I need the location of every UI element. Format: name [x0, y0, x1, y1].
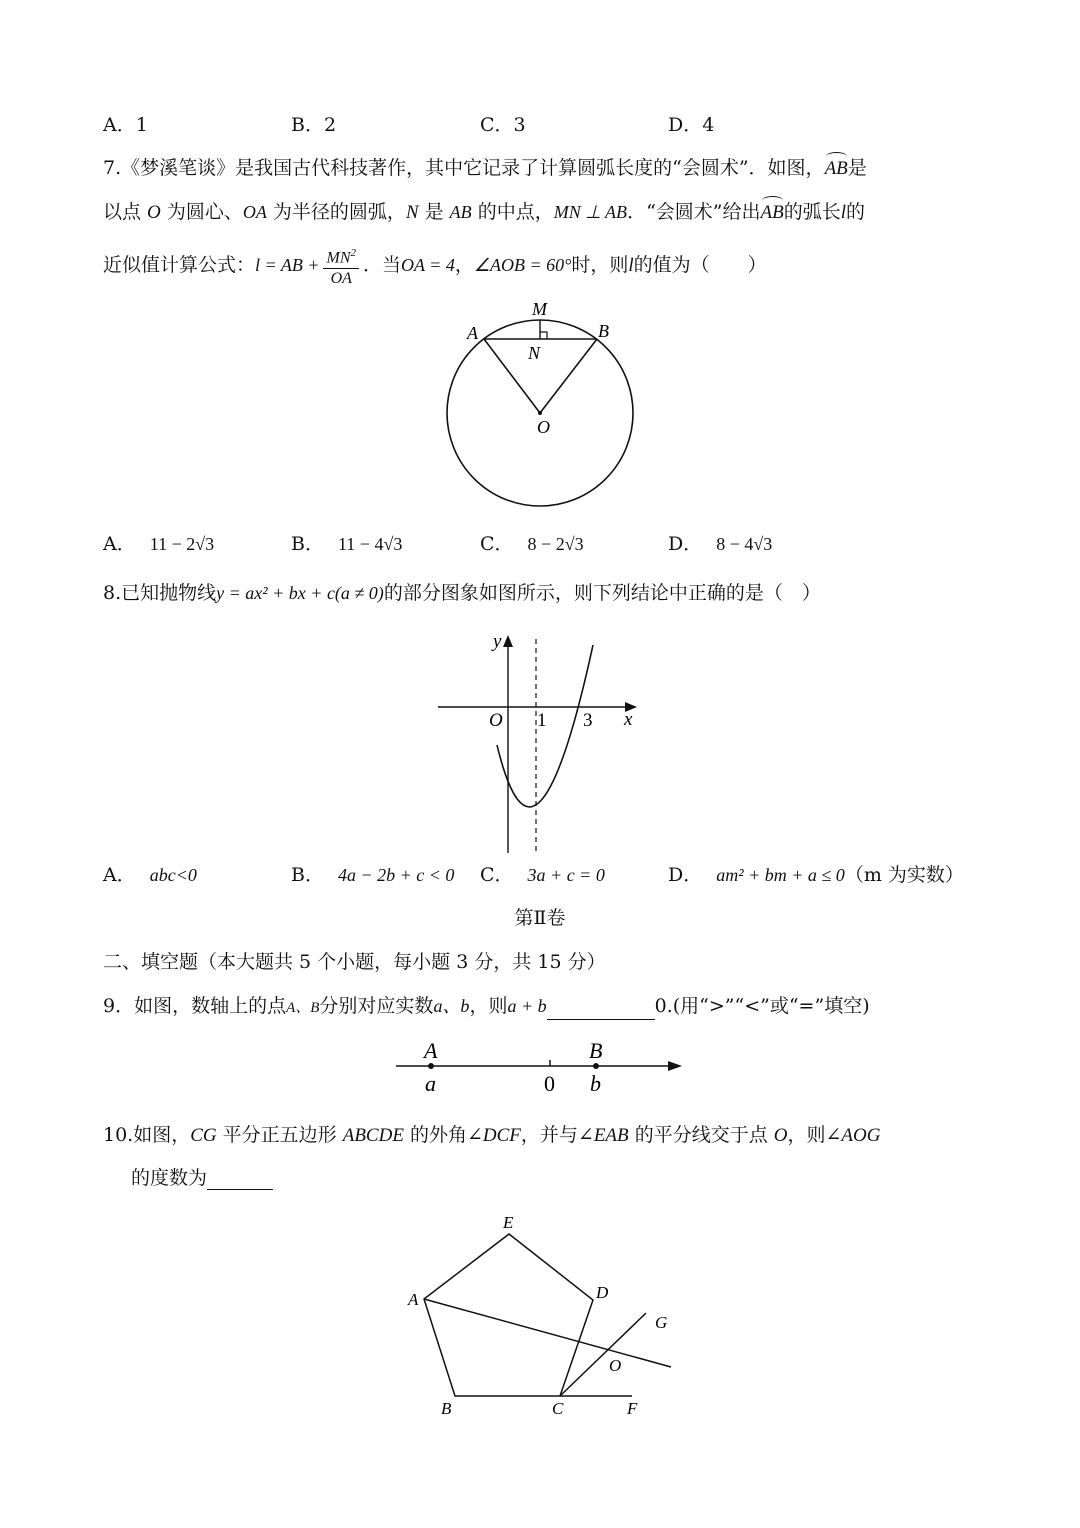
option-letter: D．: [668, 533, 703, 555]
q7-text: 为圆心、: [160, 201, 243, 223]
option-letter: A．: [103, 533, 136, 555]
point-b: [593, 1063, 599, 1069]
option-letter: D．: [668, 864, 703, 886]
q7-option-a: [103, 532, 214, 556]
option-letter: B．: [291, 864, 324, 886]
var-dcf: DCF: [482, 1125, 521, 1146]
q10-pentagon-figure: [400, 1210, 690, 1420]
q7-text: ．当: [362, 254, 401, 277]
q7-text: 7.《梦溪笔谈》是我国古代科技著作，其中它记录了计算圆弧长度的“会圆术”．如图，: [103, 157, 825, 179]
part-2-title: 第Ⅱ卷: [514, 907, 566, 929]
arc-ab: AB: [760, 202, 784, 223]
section-heading: 二、填空题（本大题共 5 个小题，每小题 3 分，共 15 分）: [103, 951, 606, 973]
expr-oa-eq: OA = 4: [401, 255, 455, 276]
q9-text: 0.(用“>”“<”或“=”填空): [654, 995, 870, 1017]
expr-mn-perp-ab: MN ⊥ AB: [553, 202, 628, 222]
q8-option-b: [291, 863, 454, 887]
arc-ab: AB: [824, 158, 848, 179]
var-cg: CG: [190, 1125, 217, 1146]
q7-text: 的: [846, 201, 866, 223]
var-ab: AB: [449, 202, 472, 222]
label-y: y: [493, 631, 502, 652]
q7-option-d: [668, 532, 772, 556]
q7-line-1: [103, 156, 867, 181]
q8-option-a: [103, 863, 197, 887]
label-F: F: [627, 1399, 638, 1418]
q6-option-b: B．2: [291, 114, 337, 136]
tick-label-1: 1: [537, 710, 547, 731]
option-letter: C．: [480, 864, 514, 886]
option-letter: B．: [291, 533, 324, 555]
var-aog: AOG: [841, 1125, 881, 1146]
label-b: B: [598, 321, 609, 341]
label-m: M: [532, 299, 547, 319]
q7-text: 的值为（ ）: [633, 254, 767, 277]
segment-ob: [540, 339, 597, 413]
q9-text: 分别对应实数: [319, 995, 434, 1017]
q7-circle-figure: [420, 295, 660, 515]
formula-fraction: [323, 243, 359, 289]
q9-stem: [103, 994, 870, 1020]
label-O: O: [609, 1356, 622, 1375]
var-o: O: [147, 202, 161, 223]
q10-text: 10.如图，: [103, 1124, 191, 1146]
option-value: am² + bm + a ≤ 0: [716, 865, 845, 885]
option-value: 8 − 4√3: [716, 534, 773, 554]
q10-text: ，则∠: [787, 1124, 842, 1146]
point-a: [428, 1063, 434, 1069]
option-value: 3a + c = 0: [527, 865, 605, 885]
number-line-arrow: [668, 1061, 682, 1071]
q8-equation: y = ax² + bx + c(a ≠ 0): [216, 583, 384, 603]
var-l: l: [628, 255, 634, 277]
var-oa: OA: [242, 202, 267, 222]
label-A: A: [408, 1290, 419, 1309]
q8-option-c: [480, 863, 605, 887]
center-dot: [538, 411, 542, 415]
q10-text: 的平分线交于点: [628, 1124, 774, 1146]
q7-text: 是: [847, 157, 867, 179]
q6-option-c: C．3: [480, 114, 526, 136]
q8-text: 8.已知抛物线: [103, 582, 217, 604]
var-l: l: [840, 202, 847, 223]
right-angle-mark: [540, 332, 547, 339]
label-C: C: [552, 1399, 564, 1418]
var-abcde: ABCDE: [342, 1125, 404, 1146]
q10-text: 的度数为: [131, 1167, 208, 1189]
label-A: A: [424, 1038, 438, 1063]
q7-text: 以点: [103, 201, 148, 223]
q7-text: 近似值计算公式：: [103, 254, 256, 277]
label-n: N: [528, 343, 541, 363]
option-letter: A．: [103, 864, 136, 886]
var-eab: EAB: [593, 1125, 629, 1146]
frac-denominator: OA: [330, 270, 352, 288]
frac-numerator: MN: [326, 249, 351, 267]
label-a: a: [425, 1071, 436, 1096]
option-value: 11 − 2√3: [149, 534, 215, 554]
option-value: abc<0: [149, 865, 197, 885]
label-D: D: [596, 1283, 609, 1302]
q9-vars: a、b: [433, 996, 470, 1016]
pentagon: [424, 1234, 593, 1396]
label-B: B: [441, 1399, 452, 1418]
bisector-of-eab: [424, 1299, 671, 1367]
ray-cg: [560, 1313, 646, 1396]
label-G: G: [655, 1313, 668, 1332]
formula-left: l = AB +: [255, 255, 320, 276]
q7-text: 的弧长: [783, 201, 841, 223]
option-value: 4a − 2b + c < 0: [337, 865, 455, 885]
option-note: （m 为实数）: [844, 864, 964, 886]
q7-text: 的中点，: [471, 201, 554, 223]
label-a: A: [467, 323, 478, 343]
q9-text: ，则: [469, 995, 508, 1017]
q7-text: 是: [418, 201, 450, 223]
frac-exponent: 2: [350, 247, 356, 259]
q9-text: 9．如图，数轴上的点: [103, 995, 287, 1017]
q8-option-d: [668, 863, 964, 887]
q10-text: 平分正五边形: [216, 1124, 343, 1146]
q7-text: ，: [454, 254, 474, 277]
var-o: O: [773, 1125, 788, 1146]
q8-stem: [103, 581, 821, 605]
q9-points: A、B: [286, 1000, 320, 1016]
q7-option-c: [480, 532, 584, 556]
tick-label-3: 3: [583, 710, 593, 731]
label-E: E: [503, 1213, 514, 1232]
q10-line-2: [131, 1166, 273, 1190]
label-B: B: [589, 1038, 603, 1063]
y-axis-arrow: [503, 635, 513, 647]
label-x: x: [624, 709, 633, 730]
var-n: N: [405, 202, 419, 223]
option-letter: C．: [480, 533, 514, 555]
q7-text: 时，则: [571, 254, 629, 277]
q9-number-line-figure: [392, 1036, 692, 1098]
q7-text: ．“会圆术”给出: [627, 201, 761, 223]
q10-line-1: [103, 1123, 880, 1148]
q6-option-d: D．4: [668, 114, 715, 136]
q8-parabola-figure: [430, 625, 650, 860]
label-b: b: [590, 1071, 601, 1096]
expr-angle-aob: ∠AOB = 60°: [473, 255, 572, 276]
answer-blank[interactable]: [547, 997, 655, 1020]
q10-text: 的外角∠: [403, 1124, 483, 1146]
q7-line-3: [103, 243, 767, 289]
label-zero: 0: [544, 1071, 555, 1096]
label-origin: O: [489, 710, 503, 731]
label-o: O: [537, 417, 550, 437]
q7-option-b: [291, 532, 402, 556]
answer-blank[interactable]: [207, 1167, 273, 1190]
q9-expr: a + b: [507, 996, 547, 1016]
q6-option-a: A．1: [103, 114, 148, 136]
q7-text: 为半径的圆弧，: [266, 201, 406, 223]
q7-line-2: [103, 200, 865, 225]
option-value: 8 − 2√3: [527, 534, 584, 554]
q10-text: ，并与∠: [520, 1124, 594, 1146]
q8-text: 的部分图象如图所示，则下列结论中正确的是（ ）: [383, 582, 821, 604]
option-value: 11 − 4√3: [337, 534, 403, 554]
